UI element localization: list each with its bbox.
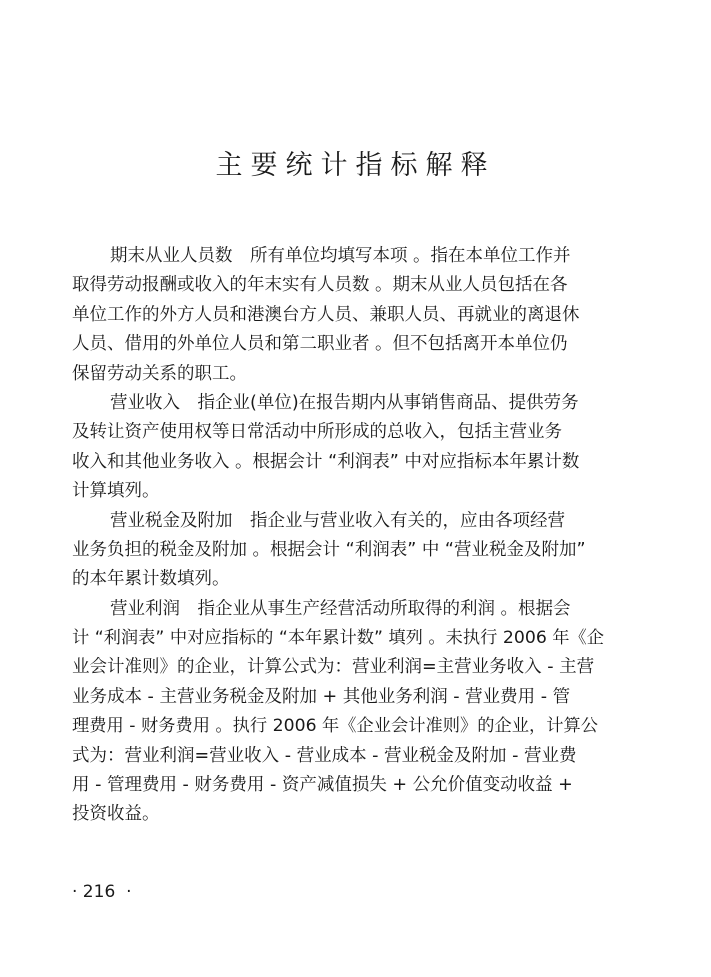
text-line: 业务成本 - 主营业务税金及附加 + 其他业务利润 - 营业费用 - 管 — [72, 686, 571, 707]
text-line: 业务负担的税金及附加 。根据会计 “利润表” 中 “营业税金及附加” — [72, 539, 586, 560]
text-line: 单位工作的外方人员和港澳台方人员、兼职人员、再就业的离退休 — [72, 304, 580, 325]
text-line: 营业收入 指企业(单位)在报告期内从事销售商品、提供劳务 — [110, 392, 579, 413]
text-line: 保留劳动关系的职工。 — [72, 363, 247, 384]
text-line: 业会计准则》的企业，计算公式为：营业利润=主营业务收入 - 主营 — [72, 657, 595, 678]
text-line: 投资收益。 — [72, 804, 160, 825]
text-line: 期末从业人员数 所有单位均填写本项 。指在本单位工作并 — [110, 246, 571, 266]
text-line: 用 - 管理费用 - 财务费用 - 资产减值损失 + 公允价值变动收益 + — [72, 775, 573, 796]
text-line: 及转让资产使用权等日常活动中所形成的总收入，包括主营业务 — [72, 422, 562, 443]
text-line: 收入和其他业务收入 。根据会计 “利润表” 中对应指标本年累计数 — [72, 451, 580, 472]
text-line: 营业税金及附加 指企业与营业收入有关的，应由各项经营 — [110, 510, 565, 531]
page-title: 主要统计指标解释 — [215, 150, 496, 181]
text-line: 式为：营业利润=营业收入 - 营业成本 - 营业税金及附加 - 营业费 — [72, 745, 577, 766]
text-line: 营业利润 指企业从事生产经营活动所取得的利润 。根据会 — [110, 598, 571, 619]
body-text — [72, 242, 604, 830]
text-line: 的本年累计数填列。 — [72, 569, 230, 590]
text-line: 计 “利润表” 中对应指标的 “本年累计数” 填列 。未执行 2006 年《企 — [72, 628, 605, 649]
text-line: 理费用 - 财务费用 。执行 2006 年《企业会计准则》的企业，计算公 — [72, 716, 599, 737]
text-line: 计算填列。 — [72, 481, 160, 502]
page-number: · 216 · — [72, 882, 132, 902]
text-line: 取得劳动报酬或收入的年末实有人员数 。期末从业人员包括在各 — [72, 275, 568, 296]
text-line: 人员、借用的外单位人员和第二职业者 。但不包括离开本单位仍 — [72, 334, 568, 355]
